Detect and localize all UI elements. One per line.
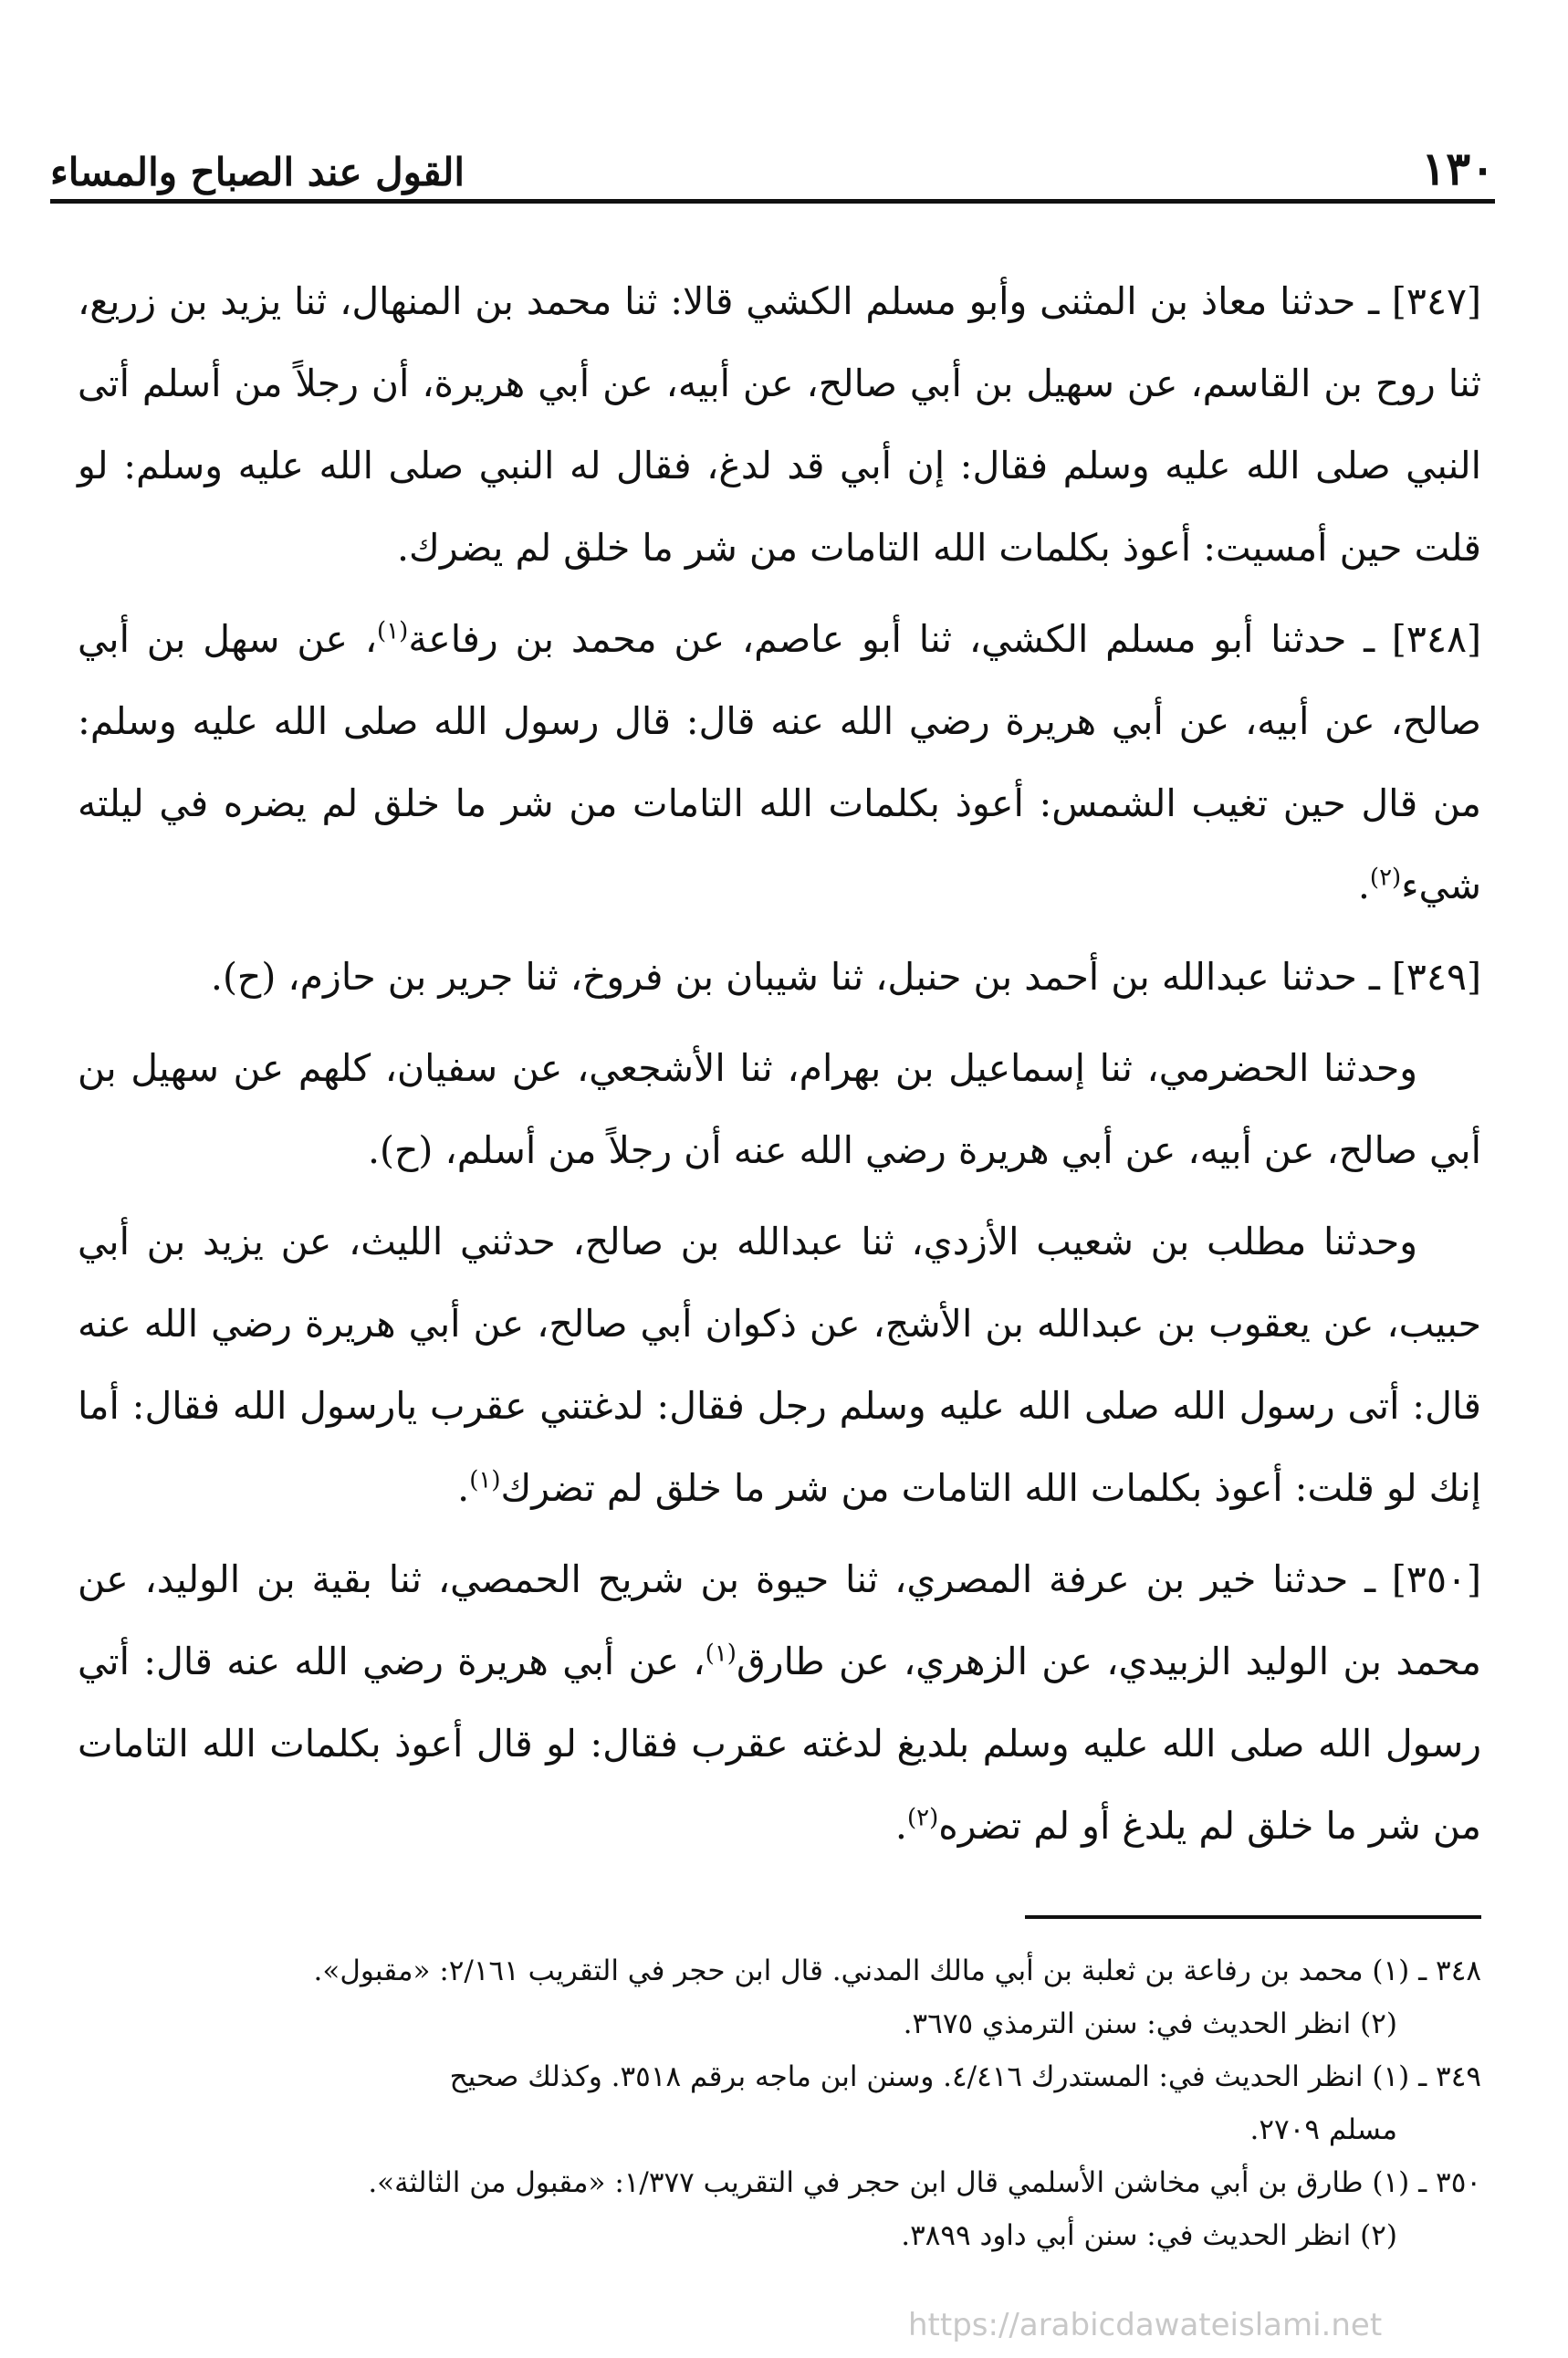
footnote-marker: (١): [377, 617, 409, 645]
footnotes: [78, 1944, 1481, 2262]
hadith-text: ، عن أبي هريرة رضي الله عنه قال: أتي رسول الله صلى الله عليه وسلم بلديغ لدغته عقرب فقال: لو قال أعوذ بكلمات الله التامات من شر ما خلق لم يلدغ أو لم تضره: [78, 1640, 1482, 1848]
hadith-text: ، عن سهل بن أبي صالح، عن أبيه، عن أبي هريرة رضي الله عنه قال: قال رسول الله صلى الله عليه وسلم: من قال حين تغيب الشمس: أعوذ بكلمات الله التامات من شر ما خلق لم يضره في ليلته شيء: [78, 617, 1481, 907]
hadith-349-chain-2: [78, 1027, 1481, 1191]
hadith-350: [78, 1538, 1481, 1867]
footnote-line: مسلم ٢٧٠٩.: [1249, 2113, 1397, 2146]
hadith-number: [٣٤٩]: [1391, 955, 1481, 999]
hadith-349: [78, 936, 1481, 1018]
footnote-line: ٣٤٩ ـ (١) انظر الحديث في: المستدرك ٤/٤١٦. وسنن ابن ماجه برقم ٣٥١٨. وكذلك صحيح: [449, 2060, 1481, 2093]
footnote-marker: (٢): [1369, 864, 1402, 892]
page-number: ١٣٠: [1421, 141, 1495, 195]
footnote-line: (٢) انظر الحديث في: سنن أبي داود ٣٨٩٩.: [901, 2219, 1397, 2252]
footnote-line: ٣٥٠ ـ (١) طارق بن أبي مخاشن الأسلمي قال ابن حجر في التقريب ١/٣٧٧: «مقبول من الثالثة».: [368, 2166, 1481, 2199]
hadith-347: [78, 260, 1481, 589]
hadith-text: ـ حدثنا عبدالله بن أحمد بن حنبل، ثنا شيبان بن فروخ، ثنا جرير بن حازم، (ح).: [210, 955, 1392, 999]
footnote-marker: (١): [469, 1466, 501, 1494]
hadith-number: [٣٥٠]: [1391, 1557, 1481, 1601]
footnote-line: (٢) انظر الحديث في: سنن الترمذي ٣٦٧٥.: [903, 2007, 1397, 2040]
footnote-line: ٣٤٨ ـ (١) محمد بن رفاعة بن ثعلبة بن أبي مالك المدني. قال ابن حجر في التقريب ٢/١٦١: «مقبول».: [313, 1955, 1481, 1987]
hadith-text: .: [1357, 864, 1370, 907]
hadith-number: [٣٤٧]: [1391, 279, 1481, 323]
hadith-text: .: [457, 1466, 470, 1510]
page-header: [50, 137, 1495, 204]
watermark: https://arabicdawateislami.net: [908, 2307, 1383, 2343]
hadith-text: وحدثنا الحضرمي، ثنا إسماعيل بن بهرام، ثنا الأشجعي، عن سفيان، كلهم عن سهيل بن أبي صالح، عن أبيه، عن أبي هريرة رضي الله عنه أن رجلاً من أسلم، (ح).: [78, 1046, 1481, 1172]
footnote-divider: [1025, 1915, 1481, 1919]
page-body: [78, 260, 1481, 1876]
hadith-number: [٣٤٨]: [1391, 617, 1481, 661]
footnote-marker: (١): [705, 1640, 737, 1668]
hadith-text: ـ حدثنا معاذ بن المثنى وأبو مسلم الكشي قالا: ثنا محمد بن المنهال، ثنا يزيد بن زريع، ثنا روح بن القاسم، عن سهيل بن أبي صالح، عن أبيه، عن أبي هريرة، أن رجلاً من أسلم أتى النبي صلى الله عليه وسلم فقال: إن أبي قد لدغ، فقال له النبي صلى الله عليه وسلم: لو قلت حين أمسيت: أعوذ بكلمات الله التامات من شر ما خلق لم يضرك.: [78, 279, 1481, 570]
hadith-348: [78, 598, 1481, 927]
hadith-text: ـ حدثنا أبو مسلم الكشي، ثنا أبو عاصم، عن محمد بن رفاعة: [408, 617, 1392, 661]
hadith-text: .: [894, 1804, 907, 1848]
hadith-349-chain-3: [78, 1200, 1481, 1529]
hadith-text: وحدثنا مطلب بن شعيب الأزدي، ثنا عبدالله بن صالح، حدثني الليث، عن يزيد بن أبي حبيب، عن يعقوب بن عبدالله بن الأشج، عن ذكوان أبي صالح، عن أبي هريرة رضي الله عنه قال: أتى رسول الله صلى الله عليه وسلم رجل فقال: لدغتني عقرب يارسول الله فقال: أما إنك لو قلت: أعوذ بكلمات الله التامات من شر ما خلق لم تضرك: [78, 1220, 1481, 1510]
running-title: القول عند الصباح والمساء: [50, 150, 465, 194]
hadith-text: ـ حدثنا خير بن عرفة المصري، ثنا حيوة بن شريح الحمصي، ثنا بقية بن الوليد، عن محمد بن الوليد الزبيدي، عن الزهري، عن طارق: [78, 1557, 1481, 1683]
footnote-marker: (٢): [906, 1804, 939, 1832]
